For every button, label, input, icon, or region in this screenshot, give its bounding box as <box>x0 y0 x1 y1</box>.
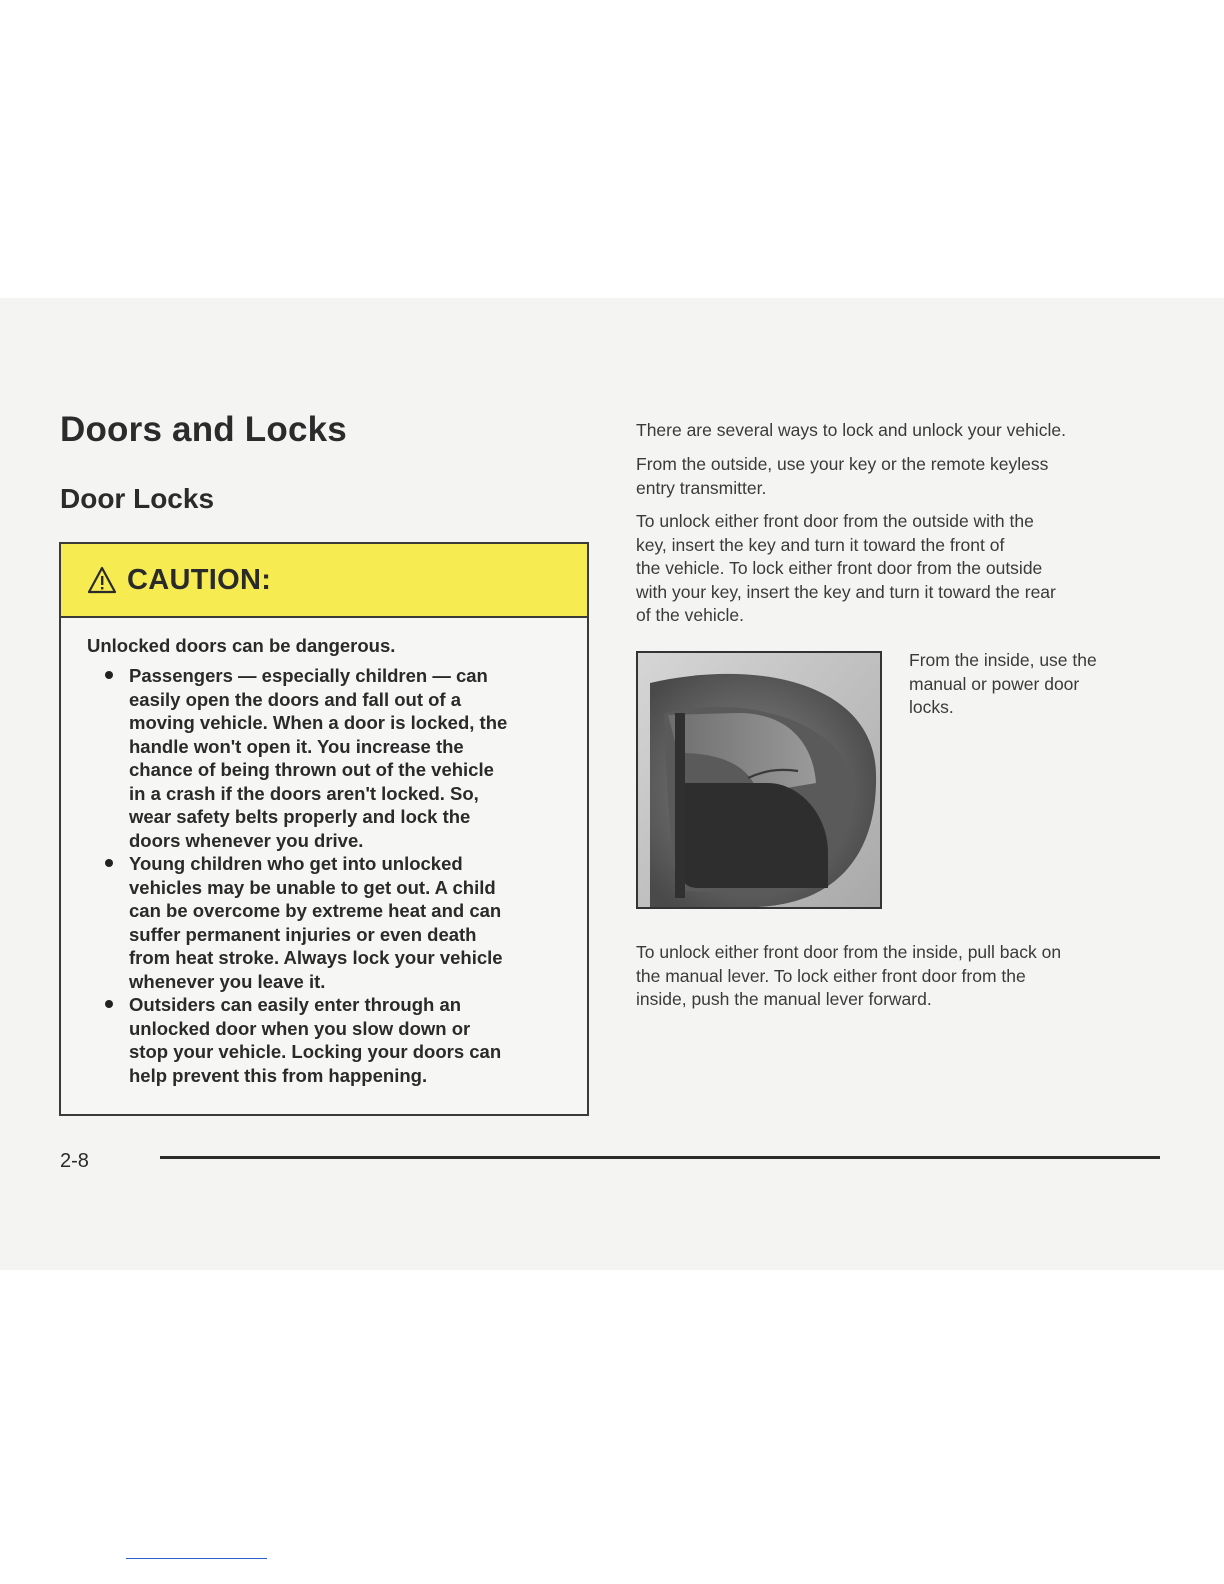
text-line: Outsiders can easily enter through an <box>129 994 462 1015</box>
caution-bullet <box>129 852 567 993</box>
text-line: vehicles may be unable to get out. A child <box>129 876 496 898</box>
door-handle-photo <box>636 651 882 909</box>
caution-box <box>59 542 589 1116</box>
text-line: help prevent this from happening. <box>129 1064 428 1086</box>
text-line: doors whenever you drive. <box>129 829 364 851</box>
photo-caption <box>909 649 1159 720</box>
text-line: From the outside, use your key or the remote keyless <box>636 454 1049 474</box>
text-line: manual or power door <box>909 673 1080 694</box>
text-line: Young children who get into unlocked <box>129 853 463 874</box>
text-line: whenever you leave it. <box>129 970 326 992</box>
text-line: in a crash if the doors aren't locked. So, <box>129 782 479 804</box>
text-line: To unlock either front door from the outside with the <box>636 511 1034 531</box>
page-number: 2-8 <box>60 1150 89 1172</box>
intro-paragraph <box>636 419 1156 443</box>
text-line: handle won't open it. You increase the <box>129 735 464 757</box>
caution-intro: Unlocked doors can be dangerous. <box>87 635 396 656</box>
text-line: can be overcome by extreme heat and can <box>129 900 502 921</box>
outside-paragraph <box>636 453 1156 500</box>
page-title: Doors and Locks <box>60 410 347 449</box>
text-line: of the vehicle. <box>636 605 744 625</box>
text-line: moving vehicle. When a door is locked, the <box>129 712 508 733</box>
text-line: entry transmitter. <box>636 477 767 498</box>
text-line: easily open the doors and fall out of a <box>129 688 462 710</box>
text-line: chance of being thrown out of the vehicle <box>129 759 494 780</box>
warning-triangle-icon <box>87 566 117 594</box>
caution-bullet <box>129 993 567 1087</box>
text-line: stop your vehicle. Locking your doors can <box>129 1041 502 1062</box>
footer-rule <box>160 1156 1160 1159</box>
text-line: inside, push the manual lever forward. <box>636 989 932 1009</box>
caution-header <box>61 544 587 618</box>
caution-bullet <box>129 664 567 852</box>
section-title: Door Locks <box>60 483 215 514</box>
text-line: To unlock either front door from the inside, pull back on <box>636 942 1062 962</box>
text-line: unlocked door when you slow down or <box>129 1017 471 1039</box>
text-line: the vehicle. To lock either front door from the outside <box>636 558 1043 578</box>
text-line: Passengers — especially children — can <box>129 665 488 686</box>
caution-body <box>61 618 587 1087</box>
text-line: the manual lever. To lock either front door from the <box>636 965 1026 986</box>
text-line: key, insert the key and turn it toward the front of <box>636 534 1005 555</box>
text-line: suffer permanent injuries or even death <box>129 923 477 945</box>
text-line: There are several ways to lock and unlock your vehicle. <box>636 420 1066 440</box>
link-underline <box>126 1558 267 1559</box>
text-line: wear safety belts properly and lock the <box>129 806 471 827</box>
bullet-dot-icon <box>105 671 113 679</box>
bullet-dot-icon <box>105 1000 113 1008</box>
text-line: with your key, insert the key and turn it toward the rear <box>636 581 1056 602</box>
text-line: locks. <box>909 697 954 717</box>
text-line: from heat stroke. Always lock your vehicle <box>129 947 503 968</box>
inside-paragraph <box>636 941 1156 1012</box>
caution-title: CAUTION: <box>127 563 272 596</box>
key-paragraph <box>636 510 1156 628</box>
text-line: From the inside, use the <box>909 650 1097 670</box>
bullet-dot-icon <box>105 859 113 867</box>
caution-bullet-list <box>87 664 567 1087</box>
